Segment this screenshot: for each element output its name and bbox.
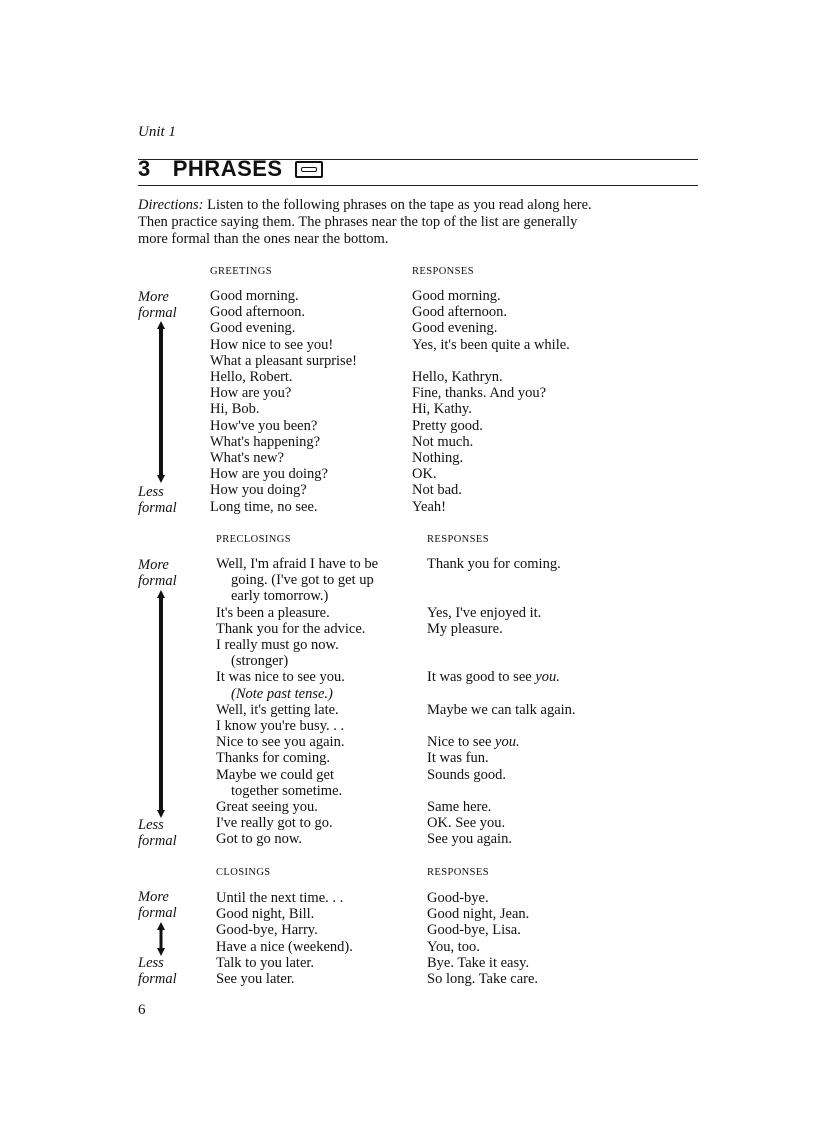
preclosing-response: Maybe we can talk again. xyxy=(427,701,576,718)
preclosing-phrase: (stronger) xyxy=(231,653,289,670)
preclosings-more-formal xyxy=(138,557,177,589)
section-number: 3 xyxy=(138,156,151,181)
preclosing-phrase: Got to go now. xyxy=(216,831,303,848)
greeting-response: Not bad. xyxy=(412,482,462,499)
cassette-tape-icon xyxy=(295,161,323,178)
greeting-phrase: Good morning. xyxy=(210,288,299,304)
formal-label: formal xyxy=(138,905,177,921)
preclosing-response: Yes, I've enjoyed it. xyxy=(427,604,542,621)
title-rule xyxy=(138,185,698,186)
greeting-phrase: How are you doing? xyxy=(210,466,328,483)
directions-label: Directions: xyxy=(138,197,204,213)
preclosing-response: My pleasure. xyxy=(427,620,503,637)
greeting-phrase: How nice to see you! xyxy=(210,336,334,353)
greeting-phrase: Hi, Bob. xyxy=(210,401,260,418)
section-title-text: PHRASES xyxy=(172,156,283,181)
greeting-response: OK. xyxy=(412,466,437,483)
closing-phrase: Until the next time. . . xyxy=(216,890,344,906)
page-number: 6 xyxy=(138,1002,146,1018)
greeting-phrase: Good evening. xyxy=(210,320,296,337)
closing-response: So long. Take care. xyxy=(427,971,539,987)
greeting-phrase: Hello, Robert. xyxy=(210,369,293,385)
preclosing-phrase: early tomorrow.) xyxy=(231,588,329,605)
formal-label: formal xyxy=(138,833,177,849)
closing-response: Good night, Jean. xyxy=(427,906,530,923)
preclosing-response xyxy=(427,669,560,686)
preclosing-response: Sounds good. xyxy=(427,766,506,783)
response-text: It was good to see xyxy=(427,669,536,686)
formality-arrow-icon xyxy=(154,922,168,956)
more-label: More xyxy=(138,889,169,905)
greeting-response: Fine, thanks. And you? xyxy=(412,385,547,402)
greeting-response: Yes, it's been quite a while. xyxy=(412,336,570,353)
response-text: Nice to see xyxy=(427,734,496,751)
greeting-phrase: How've you been? xyxy=(210,417,318,434)
preclosing-phrase: I really must go now. xyxy=(216,637,339,653)
greeting-phrase: What's happening? xyxy=(210,433,321,450)
greeting-response: Pretty good. xyxy=(412,417,483,434)
greeting-response: Not much. xyxy=(412,433,474,450)
closings-heading: CLOSINGS xyxy=(216,867,271,878)
preclosing-response: It was fun. xyxy=(427,750,489,767)
less-label: Less xyxy=(138,955,164,971)
formality-arrow-icon xyxy=(154,590,168,818)
formal-label: formal xyxy=(138,573,177,589)
more-label: More xyxy=(138,557,169,573)
formal-label: formal xyxy=(138,500,177,516)
preclosing-phrase: Thank you for the advice. xyxy=(216,620,366,637)
greeting-phrase: What's new? xyxy=(210,450,284,466)
formal-label: formal xyxy=(138,305,177,321)
preclosing-phrase: It was nice to see you. xyxy=(216,669,345,686)
preclosing-phrase: Well, I'm afraid I have to be xyxy=(216,556,379,572)
emphasis-you: you. xyxy=(495,734,520,751)
unit-label: Unit 1 xyxy=(138,124,176,140)
closing-response: You, too. xyxy=(427,938,480,955)
greeting-phrase: Long time, no see. xyxy=(210,498,318,515)
greetings-more-formal xyxy=(138,289,177,321)
greeting-response: Good morning. xyxy=(412,288,501,304)
greeting-phrase: Good afternoon. xyxy=(210,304,306,321)
formal-label: formal xyxy=(138,971,177,987)
preclosing-response: See you again. xyxy=(427,831,512,848)
preclosing-phrase: (Note past tense.) xyxy=(231,685,333,702)
preclosing-response: Same here. xyxy=(427,799,492,815)
section-title xyxy=(138,156,323,182)
closing-response: Good-bye. xyxy=(427,890,489,906)
preclosings-heading: PRECLOSINGS xyxy=(216,534,291,545)
preclosing-response xyxy=(427,734,520,751)
closing-response: Good-bye, Lisa. xyxy=(427,922,521,939)
more-label: More xyxy=(138,289,169,305)
closings-more-formal xyxy=(138,889,177,921)
preclosing-phrase: Well, it's getting late. xyxy=(216,701,339,718)
greeting-response: Hi, Kathy. xyxy=(412,401,472,418)
closings-responses-heading: RESPONSES xyxy=(427,867,489,878)
closing-phrase: Have a nice (weekend). xyxy=(216,938,353,955)
greeting-response: Good evening. xyxy=(412,320,498,337)
less-label: Less xyxy=(138,817,164,833)
closing-response: Bye. Take it easy. xyxy=(427,954,530,971)
closing-phrase: See you later. xyxy=(216,971,295,987)
greeting-phrase: How are you? xyxy=(210,385,292,402)
preclosing-phrase: It's been a pleasure. xyxy=(216,604,330,621)
preclosing-response: Thank you for coming. xyxy=(427,556,561,572)
preclosing-phrase: I know you're busy. . . xyxy=(216,718,345,734)
greeting-phrase: What a pleasant surprise! xyxy=(210,352,357,369)
preclosing-phrase: Nice to see you again. xyxy=(216,734,345,751)
greetings-heading: GREETINGS xyxy=(210,266,272,277)
greeting-response: Hello, Kathryn. xyxy=(412,369,503,385)
greeting-response: Good afternoon. xyxy=(412,304,508,321)
preclosing-phrase: Maybe we could get xyxy=(216,766,334,783)
closing-phrase: Good night, Bill. xyxy=(216,906,315,923)
greetings-less-formal xyxy=(138,484,177,516)
less-label: Less xyxy=(138,484,164,500)
closings-less-formal xyxy=(138,955,177,987)
greeting-response: Yeah! xyxy=(412,498,446,515)
preclosings-responses-heading: RESPONSES xyxy=(427,534,489,545)
formality-arrow-icon xyxy=(154,321,168,483)
greetings-responses-heading: RESPONSES xyxy=(412,266,474,277)
greeting-response: Nothing. xyxy=(412,450,464,466)
emphasis-you: you. xyxy=(535,669,560,686)
directions-text: Listen to the following phrases on the tape as you read along here. Then practice saying them. The phrases near the top of the list are generally more formal than the ones near the bottom. xyxy=(138,197,592,247)
closing-phrase: Talk to you later. xyxy=(216,954,315,971)
preclosing-response: OK. See you. xyxy=(427,815,506,832)
closing-phrase: Good-bye, Harry. xyxy=(216,922,318,939)
preclosing-phrase: Thanks for coming. xyxy=(216,750,330,767)
preclosing-phrase: together sometime. xyxy=(231,782,343,799)
preclosings-less-formal xyxy=(138,817,177,849)
preclosing-phrase: going. (I've got to get up xyxy=(231,572,374,589)
directions-paragraph xyxy=(138,197,598,248)
greeting-phrase: How you doing? xyxy=(210,482,307,499)
preclosing-phrase: Great seeing you. xyxy=(216,799,318,815)
preclosing-phrase: I've really got to go. xyxy=(216,815,333,832)
